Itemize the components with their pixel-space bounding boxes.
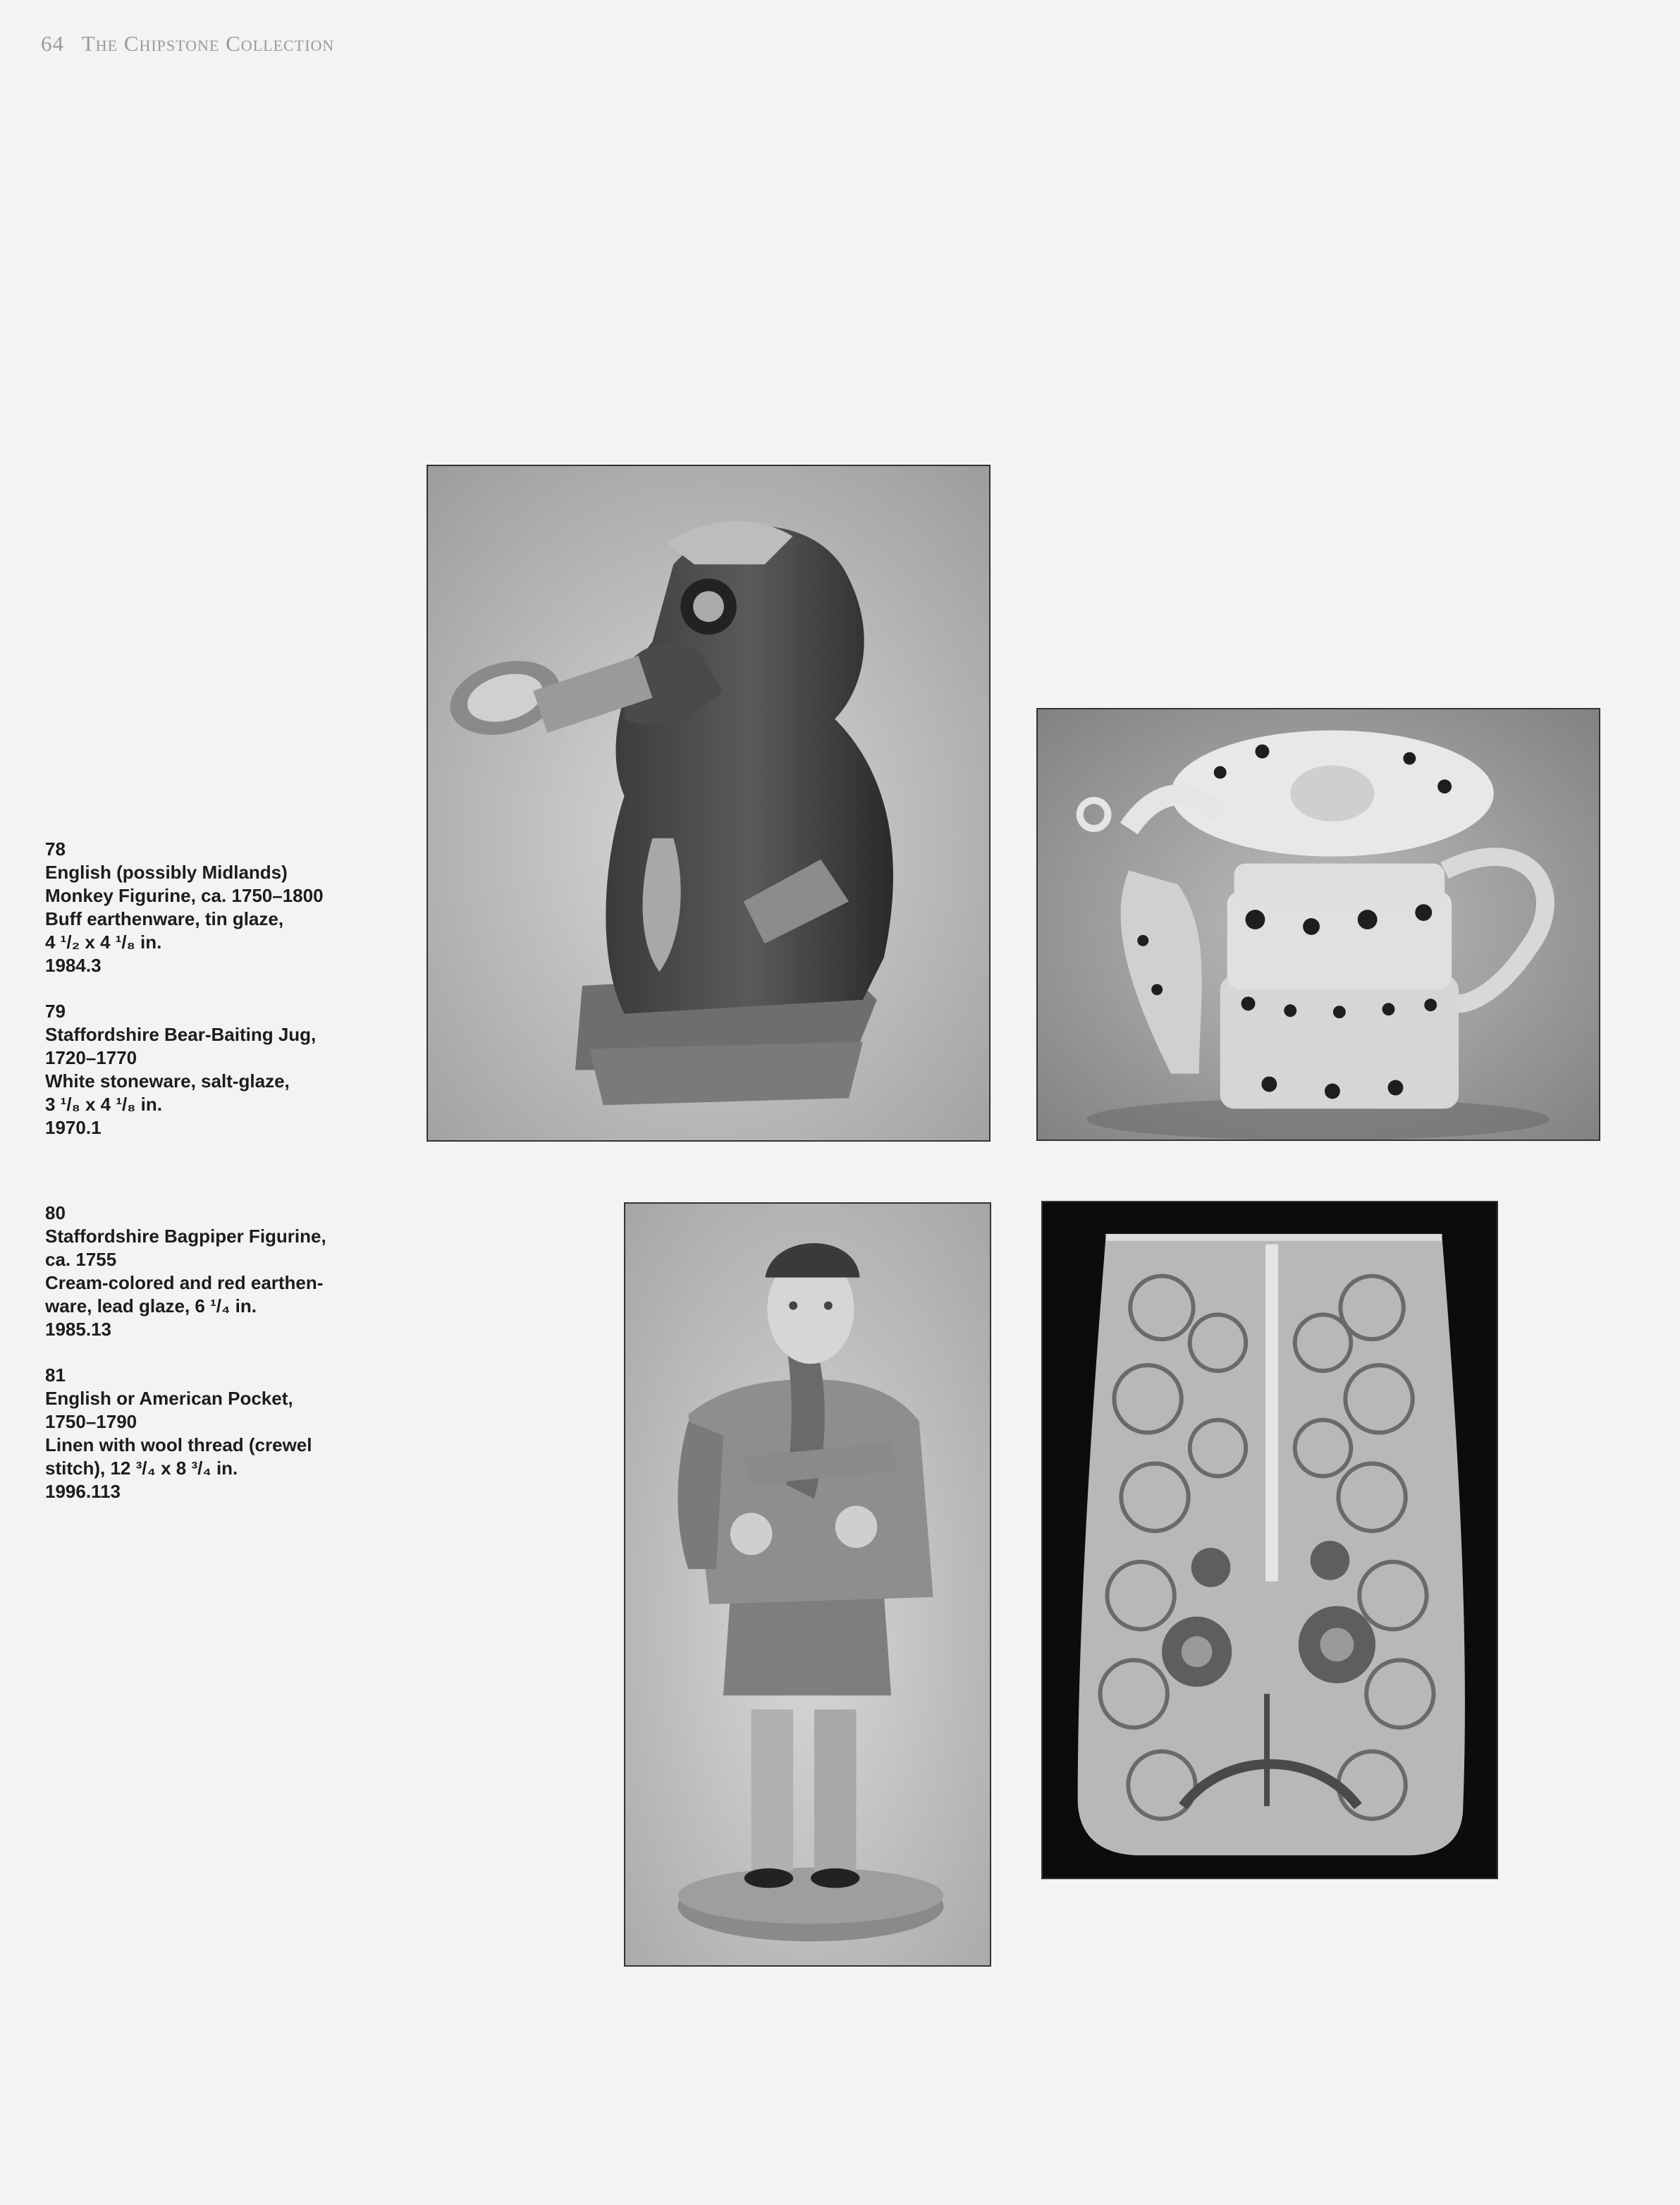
caption-line: 1984.3	[45, 955, 102, 976]
caption-line: 1750–1790	[45, 1411, 137, 1432]
caption-line: Linen with wool thread (crewel	[45, 1434, 312, 1455]
caption-line: Staffordshire Bagpiper Figurine,	[45, 1226, 326, 1247]
caption-line: 1970.1	[45, 1117, 102, 1138]
caption-80	[45, 1202, 376, 1341]
photo-bagpiper-figurine	[624, 1202, 991, 1967]
caption-line: ca. 1755	[45, 1249, 117, 1270]
book-title: The Chipstone Collection	[81, 31, 335, 56]
photo-monkey-figurine	[427, 465, 991, 1142]
caption-line: English (possibly Midlands)	[45, 862, 288, 883]
caption-line: ware, lead glaze, 6 ¹/₄ in.	[45, 1295, 257, 1317]
caption-78	[45, 838, 376, 977]
caption-line: White stoneware, salt-glaze,	[45, 1070, 290, 1092]
caption-81	[45, 1364, 376, 1503]
caption-number: 79	[45, 1001, 66, 1022]
caption-number: 78	[45, 838, 66, 860]
caption-number: 80	[45, 1202, 66, 1223]
photo-bear-baiting-jug	[1036, 708, 1600, 1141]
caption-79	[45, 1000, 376, 1140]
caption-line: 3 ¹/₈ x 4 ¹/₈ in.	[45, 1094, 162, 1115]
running-head	[41, 31, 334, 56]
caption-line: 4 ¹/₂ x 4 ¹/₈ in.	[45, 932, 162, 953]
caption-line: Buff earthenware, tin glaze,	[45, 908, 284, 929]
caption-line: Cream-colored and red earthen-	[45, 1272, 324, 1293]
caption-line: English or American Pocket,	[45, 1388, 293, 1409]
page-number: 64	[41, 31, 64, 56]
caption-line: 1720–1770	[45, 1047, 137, 1068]
caption-line: 1985.13	[45, 1319, 111, 1340]
caption-line: Staffordshire Bear-Baiting Jug,	[45, 1024, 317, 1045]
caption-line: 1996.113	[45, 1481, 121, 1502]
caption-number: 81	[45, 1364, 66, 1386]
photo-embroidered-pocket	[1041, 1201, 1498, 1879]
caption-line: stitch), 12 ³/₄ x 8 ³/₄ in.	[45, 1458, 238, 1479]
caption-line: Monkey Figurine, ca. 1750–1800	[45, 885, 324, 906]
